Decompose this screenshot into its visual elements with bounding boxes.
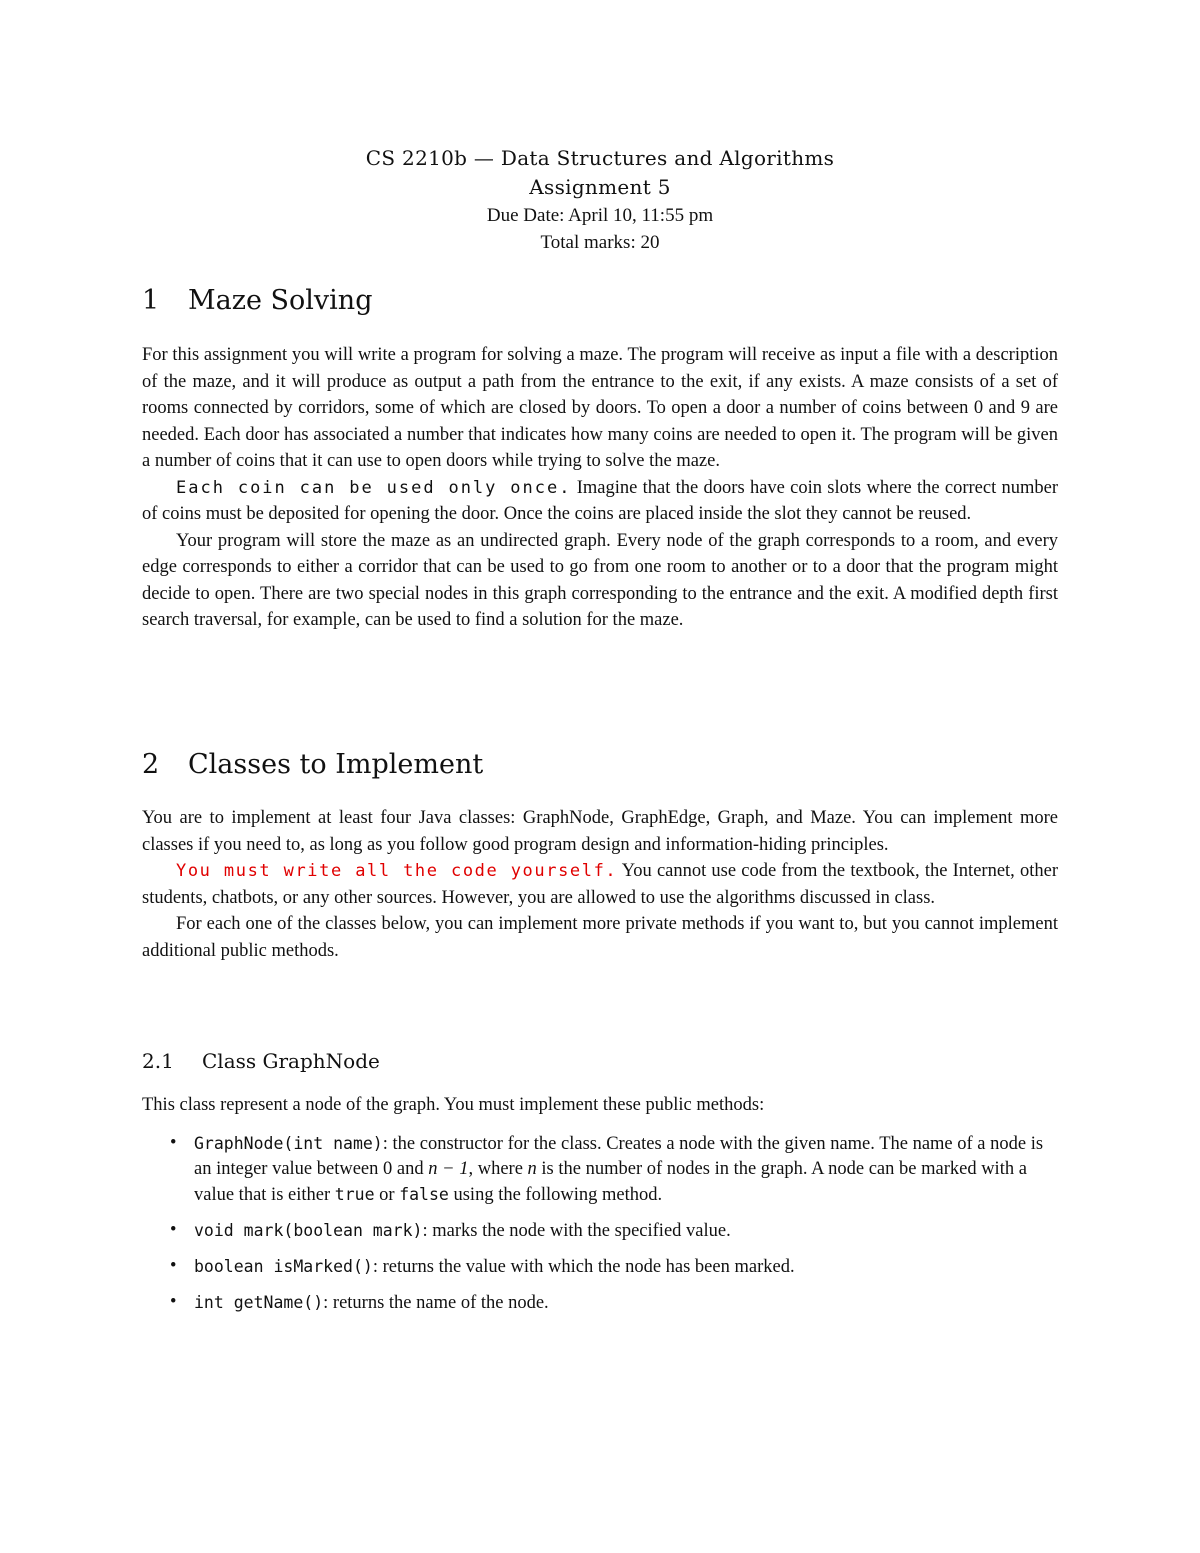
item-text: using the following method. [448,1184,663,1205]
subsection-title: Class GraphNode [202,1049,380,1073]
paragraph: For this assignment you will write a program for solving a maze. The program will receive as input a file with a description of the maze, and it will produce as output a path from the entrance to the exit, if any exists. A maze consists of a set of rooms connected by corridors, some of which are closed by doors. To open a door a number of coins between 0 and 9 are needed. Each door has associated a number that indicates how many coins are needed to open it. The program will be given a number of coins that it can use to open doors while trying to solve the maze. [142,345,1058,471]
bullet-icon: • [170,1132,177,1153]
paragraph: This class represent a node of the graph. You must implement these public methods: [142,1095,765,1115]
paragraph-text: Imagine that the doors have coin slots where the correct number of coins must be deposited for opening the door. Once the coins are placed inside the slot they cannot be reused. [142,477,1059,524]
item-text: is the number of nodes in the graph. A node can be marked with a value that is either [194,1158,1027,1205]
section-heading-2 [142,749,483,780]
list-item [142,1131,1058,1208]
section-title: Classes to Implement [188,749,484,780]
assignment-title: Assignment 5 [529,175,671,199]
item-text: : returns the value with which the node has been marked. [372,1256,795,1277]
paragraph [142,858,1058,911]
item-text: , where [468,1158,528,1179]
section-heading-1 [142,285,372,316]
method-list [142,1131,1058,1316]
method-signature: boolean isMarked() [194,1256,373,1276]
section-1-body [142,342,1058,634]
item-text: : the constructor for the class. Creates a node with the given name. The name of a node is an integer value between 0 and [194,1133,1044,1179]
math-expression: n − 1 [428,1158,469,1179]
course-title: CS 2210b — Data Structures and Algorithms [365,146,835,170]
list-item [142,1254,1058,1280]
paragraph: For each one of the classes below, you can implement more private methods if you want to, but you cannot implement additional public methods. [142,914,1058,961]
subsection-number: 2.1 [142,1049,174,1073]
method-signature: int getName() [194,1292,324,1312]
paragraph: You are to implement at least four Java classes: GraphNode, GraphEdge, Graph, and Maze. You can implement more classes if you need to, as long as you follow good program design and information-hiding principles. [142,808,1058,855]
emphasis-text: Each coin can be used only once. [176,477,572,498]
section-number: 2 [142,749,160,780]
section-number: 1 [142,285,160,316]
warning-text: You must write all the code yourself. [176,861,618,881]
section-title: Maze Solving [188,285,373,316]
item-text: : marks the node with the specified value. [422,1220,731,1241]
code-literal: true [334,1184,375,1204]
paragraph [142,475,1058,528]
total-marks: Total marks: 20 [540,232,660,253]
section-2-body [142,805,1058,964]
subsection-heading-2-1 [142,1049,380,1073]
list-item [142,1290,1058,1316]
bullet-icon: • [170,1219,177,1240]
bullet-icon: • [170,1255,177,1276]
subsection-2-1-body [142,1092,1058,1326]
method-signature: GraphNode(int name) [194,1133,383,1153]
item-text: or [374,1184,400,1205]
paragraph-text: You cannot use code from the textbook, the Internet, other students, chatbots, or any other sources. However, you are allowed to use the algorithms discussed in class. [142,861,1058,908]
list-item [142,1218,1058,1244]
paragraph: Your program will store the maze as an undirected graph. Every node of the graph corresponds to a room, and every edge corresponds to either a corridor that can be used to go from one room to another or to a door that the program might decide to open. There are two special nodes in this graph corresponding to the entrance and the exit. A modified depth first search traversal, for example, can be used to find a solution for the maze. [142,530,1058,630]
due-date: Due Date: April 10, 11:55 pm [486,205,714,226]
math-expression: n [527,1158,537,1179]
bullet-icon: • [170,1291,177,1312]
code-literal: false [399,1184,449,1204]
item-text: : returns the name of the node. [323,1292,549,1313]
method-signature: void mark(boolean mark) [194,1220,423,1240]
title-block [0,144,1200,256]
